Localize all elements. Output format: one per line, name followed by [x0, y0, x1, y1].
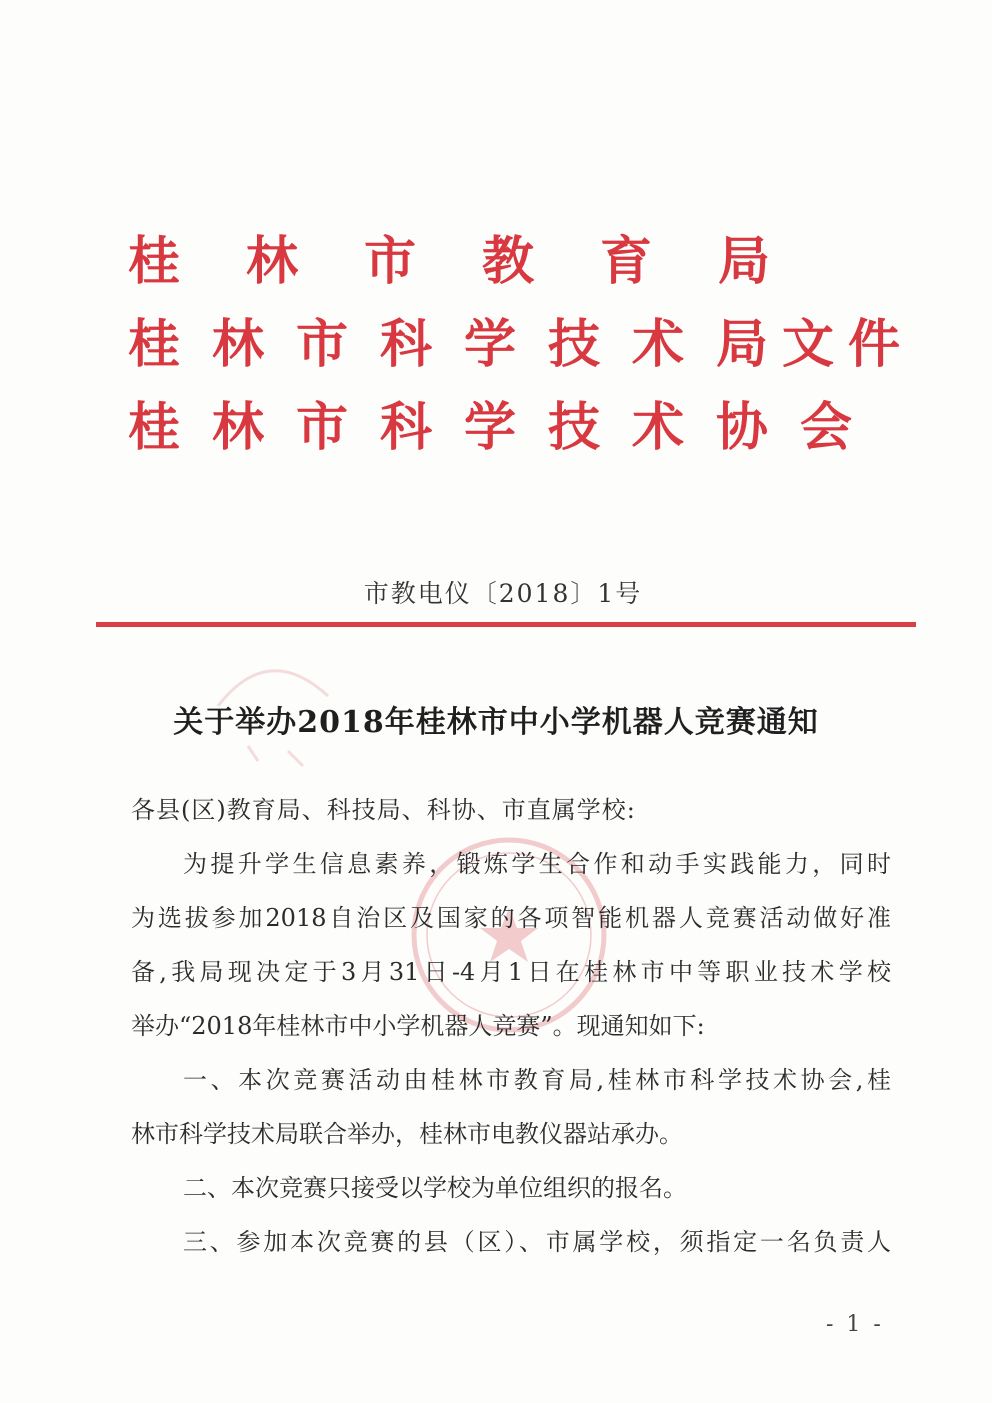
letterhead-char: 技: [548, 315, 601, 375]
letterhead-char: 桂: [128, 398, 181, 458]
document-number: 市教电仪〔2018〕1号: [363, 579, 643, 608]
page-number: - 1 -: [826, 1312, 884, 1337]
paragraph-line: 三、参加本次竞赛的县（区）、市属学校，须指定一名负责人: [183, 1228, 891, 1256]
paragraph-line: 为选拔参加2018自治区及国家的各项智能机器人竞赛活动做好准: [131, 904, 891, 932]
letterhead-char: 协: [716, 398, 769, 458]
letterhead-char: 林: [212, 398, 265, 458]
paragraph-line: 二、本次竞赛只接受以学校为单位组织的报名。: [183, 1174, 687, 1202]
paragraph-line: 一、本次竞赛活动由桂林市教育局,桂林市科学技术协会,桂: [183, 1066, 891, 1094]
letterhead-char: 文: [782, 315, 835, 375]
notice-body: [131, 783, 891, 1269]
letterhead-char: 术: [632, 315, 685, 375]
paragraph-line: 为提升学生信息素养，锻炼学生合作和动手实践能力，同时: [183, 850, 891, 878]
letterhead-char: 科: [380, 315, 433, 375]
letterhead-char: 件: [848, 315, 901, 375]
letterhead-char: 教: [482, 232, 535, 292]
letterhead-char: 学: [464, 315, 517, 375]
paragraph-line: 林市科学技术局联合举办，桂林市电教仪器站承办。: [131, 1120, 683, 1148]
letterhead-char: 林: [246, 232, 299, 292]
letterhead-char: 市: [364, 232, 417, 292]
letterhead-char: 育: [600, 232, 653, 292]
letterhead-char: 局: [718, 232, 771, 292]
salutation: 各县(区)教育局、科技局、科协、市直属学校:: [131, 796, 636, 824]
red-divider-rule: [96, 622, 916, 627]
letterhead-char: 市: [296, 315, 349, 375]
letterhead-char: 科: [380, 398, 433, 458]
paragraph-line: 举办“2018年桂林市中小学机器人竞赛”。现通知如下:: [131, 1012, 705, 1040]
notice-title: 关于举办2018年桂林市中小学机器人竞赛通知: [173, 705, 819, 740]
letterhead-char: 技: [548, 398, 601, 458]
letterhead-char: 市: [296, 398, 349, 458]
letterhead-char: 林: [212, 315, 265, 375]
paragraph-line: 备,我局现决定于3月31日-4月1日在桂林市中等职业技术学校: [131, 958, 891, 986]
letterhead-char: 桂: [128, 232, 181, 292]
letterhead-char: 局: [716, 315, 769, 375]
letterhead-char: 术: [632, 398, 685, 458]
letterhead-char: 会: [800, 398, 853, 458]
letterhead-char: 学: [464, 398, 517, 458]
letterhead-char: 桂: [128, 315, 181, 375]
